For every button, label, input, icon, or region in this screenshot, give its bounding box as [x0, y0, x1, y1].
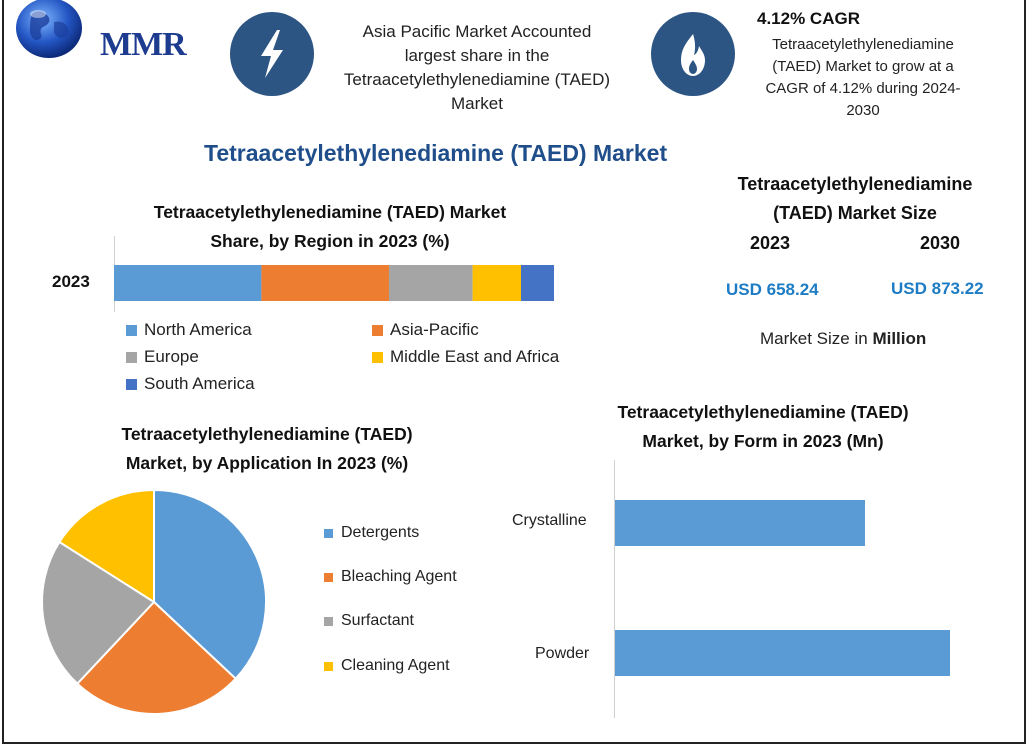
region-segment-south-america	[521, 265, 554, 301]
application-chart-title	[72, 420, 462, 478]
form-title-line: Tetraacetylethylenediamine (TAED)	[617, 402, 909, 422]
legend-swatch	[324, 662, 333, 671]
legend-south-america	[126, 374, 255, 394]
legend-swatch	[324, 617, 333, 626]
legend-label: Cleaning Agent	[341, 657, 450, 674]
market-size-title-line: (TAED) Market Size	[773, 203, 937, 223]
legend-label: North America	[144, 320, 252, 339]
size-year-end: 2030	[920, 233, 961, 253]
highlight-line: Asia Pacific Market Accounted	[362, 22, 592, 41]
market-size-unit	[760, 329, 926, 349]
cagr-line: CAGR of 4.12% during 2024-	[765, 80, 961, 97]
flame-icon	[651, 12, 735, 96]
unit-bold: Million	[872, 329, 927, 348]
form-label-crystalline: Crystalline	[512, 512, 587, 529]
highlight-line: largest share in the	[404, 46, 550, 65]
cagr-line: 2030	[846, 102, 880, 119]
legend-europe	[126, 347, 199, 367]
region-title-line: Tetraacetylethylenediamine (TAED) Market	[153, 202, 507, 222]
region-stacked-bar	[114, 265, 554, 301]
region-chart-title	[90, 198, 570, 256]
legend-swatch	[324, 529, 333, 538]
application-title-line: Tetraacetylethylenediamine (TAED)	[121, 424, 413, 444]
legend-label: Surfactant	[341, 612, 414, 629]
cagr-line: (TAED) Market to grow at a	[772, 58, 954, 75]
form-bar-powder	[615, 630, 950, 676]
legend-swatch	[372, 325, 383, 336]
size-value-end: USD 873.22	[891, 279, 984, 298]
region-segment-europe	[389, 265, 473, 301]
legend-north-america	[126, 320, 252, 340]
legend-mea	[372, 347, 559, 367]
cagr-line: Tetraacetylethylenediamine	[772, 36, 954, 53]
main-title: Tetraacetylethylenediamine (TAED) Market	[204, 140, 668, 166]
legend-swatch	[372, 352, 383, 363]
legend-swatch	[324, 573, 333, 582]
highlight-text	[314, 20, 640, 116]
market-size-title-line: Tetraacetylethylenediamine	[737, 174, 973, 194]
legend-bleaching-agent	[324, 568, 457, 586]
lightning-circle	[230, 12, 314, 96]
globe-logo-icon	[14, 0, 84, 60]
lightning-icon	[230, 12, 314, 96]
legend-asia-pacific	[372, 320, 479, 340]
application-title-line: Market, by Application In 2023 (%)	[125, 453, 409, 473]
legend-cleaning-agent	[324, 657, 450, 675]
legend-detergents	[324, 524, 419, 542]
form-bar-chart	[615, 460, 1015, 718]
size-year-start: 2023	[750, 233, 791, 253]
region-segment-middle-east-and-africa	[473, 265, 521, 301]
region-segment-asia-pacific	[261, 265, 389, 301]
form-bar-crystalline	[615, 500, 865, 546]
form-label-powder: Powder	[535, 645, 590, 662]
legend-label: Detergents	[341, 524, 420, 541]
form-chart-title	[568, 398, 958, 456]
legend-swatch	[126, 325, 137, 336]
legend-label: South America	[144, 374, 255, 393]
legend-swatch	[126, 379, 137, 390]
legend-label: Asia-Pacific	[390, 320, 479, 339]
cagr-text	[736, 34, 990, 122]
region-category-label: 2023	[52, 272, 90, 291]
legend-surfactant	[324, 612, 414, 630]
size-value-start: USD 658.24	[726, 280, 819, 299]
cagr-title: 4.12% CAGR	[757, 9, 860, 28]
region-segment-north-america	[114, 265, 261, 301]
market-size-title	[700, 170, 1010, 228]
region-title-line: Share, by Region in 2023 (%)	[210, 231, 450, 251]
legend-label: Europe	[144, 347, 199, 366]
legend-label: Middle East and Africa	[390, 347, 560, 366]
highlight-line: Tetraacetylethylenediamine (TAED)	[343, 70, 611, 89]
logo-text: MMR	[100, 26, 186, 63]
flame-circle	[651, 12, 735, 96]
unit-prefix: Market Size in	[760, 329, 873, 348]
legend-swatch	[126, 352, 137, 363]
legend-label: Bleaching Agent	[341, 568, 457, 585]
application-pie	[40, 488, 268, 716]
form-title-line: Market, by Form in 2023 (Mn)	[642, 431, 884, 451]
highlight-line: Market	[451, 94, 503, 113]
